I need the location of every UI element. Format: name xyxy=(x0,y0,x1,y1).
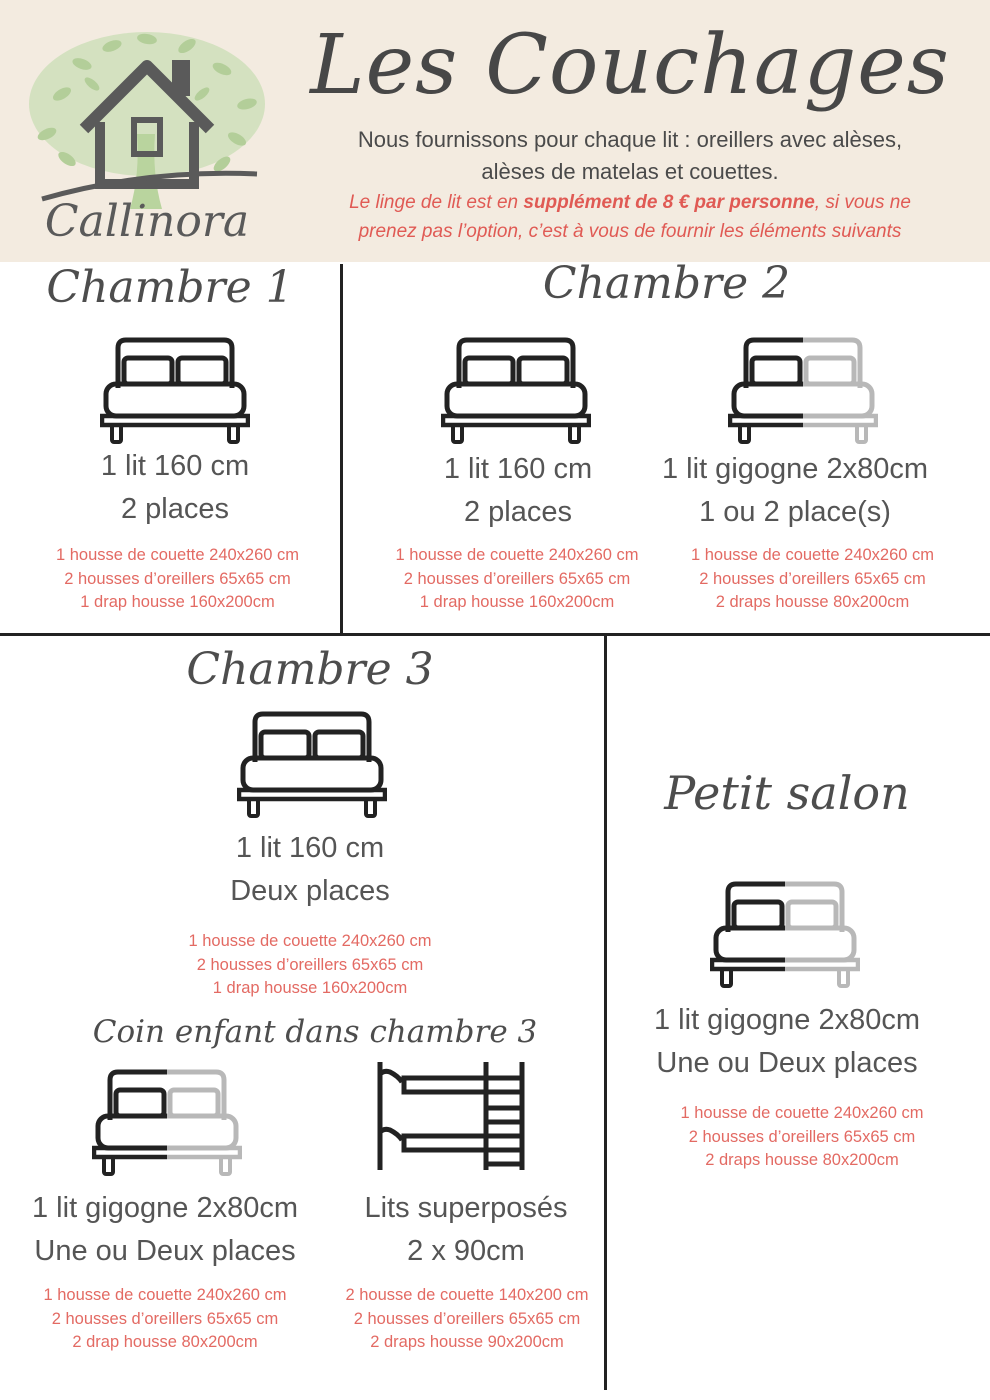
coin-enfant-linen-list-b: 2 housse de couette 140x200 cm 2 housses d’oreillers 65x65 cm 2 draps housse 90x200cm xyxy=(345,1286,589,1351)
coin-enfant-title: Coin enfant dans chambre 3 xyxy=(92,1014,538,1050)
intro-text: Nous fournissons pour chaque lit : oreillers avec alèses, alèses de matelas et couettes. xyxy=(357,127,903,184)
chambre2-linen-list-a: 1 housse de couette 240x260 cm 2 housses d’oreillers 65x65 cm 1 drap housse 160x200cm xyxy=(395,546,639,611)
bunk-bed-icon xyxy=(376,1058,526,1173)
coin-enfant-bed-a-info: 1 lit gigogne 2x80cm Une ou Deux places xyxy=(32,1192,298,1267)
double-bed-icon xyxy=(100,336,250,446)
chambre1-title: Chambre 1 xyxy=(46,262,294,313)
trundle-bed-icon xyxy=(710,880,860,990)
chambre1-bed-info: 1 lit 160 cm 2 places xyxy=(100,450,250,525)
double-bed-icon xyxy=(441,336,591,446)
chambre1-linen-list: 1 housse de couette 240x260 cm 2 housses d’oreillers 65x65 cm 1 drap housse 160x200cm xyxy=(55,546,300,611)
petit-salon-title: Petit salon xyxy=(664,766,910,820)
trundle-bed-icon xyxy=(728,336,878,446)
chambre2-linen-list-b: 1 housse de couette 240x260 cm 2 housses d’oreillers 65x65 cm 2 draps housse 80x200cm xyxy=(690,546,935,611)
chambre2-title: Chambre 2 xyxy=(542,258,791,309)
chambre3-linen-list: 1 housse de couette 240x260 cm 2 housses d’oreillers 65x65 cm 1 drap housse 160x200cm xyxy=(188,932,432,997)
chambre3-bed-info: 1 lit 160 cm Deux places xyxy=(230,832,390,907)
chambre3-title: Chambre 3 xyxy=(186,644,434,695)
coin-enfant-linen-list-a: 1 housse de couette 240x260 cm 2 housses d’oreillers 65x65 cm 2 drap housse 80x200cm xyxy=(43,1286,287,1351)
linen-notice: Le linge de lit est en supplément de 8 € par personne, si vous ne prenez pas l’option, c’est à vous de fournir les éléments suivants xyxy=(349,192,911,242)
logo-text: Callinora xyxy=(44,196,250,247)
chambre2-bed-a-info: 1 lit 160 cm 2 places xyxy=(443,453,593,528)
double-bed-icon xyxy=(237,710,387,820)
trundle-bed-icon xyxy=(92,1068,242,1178)
coin-enfant-bed-b-info: Lits superposés 2 x 90cm xyxy=(364,1192,568,1267)
callinora-logo xyxy=(22,24,272,250)
page-title: Les Couchages xyxy=(310,18,950,113)
divider-horizontal xyxy=(0,633,990,636)
petit-salon-bed-info: 1 lit gigogne 2x80cm Une ou Deux places xyxy=(654,1004,920,1079)
petit-salon-linen-list: 1 housse de couette 240x260 cm 2 housses d’oreillers 65x65 cm 2 draps housse 80x200cm xyxy=(680,1104,924,1169)
chambre2-bed-b-info: 1 lit gigogne 2x80cm 1 ou 2 place(s) xyxy=(662,453,928,528)
